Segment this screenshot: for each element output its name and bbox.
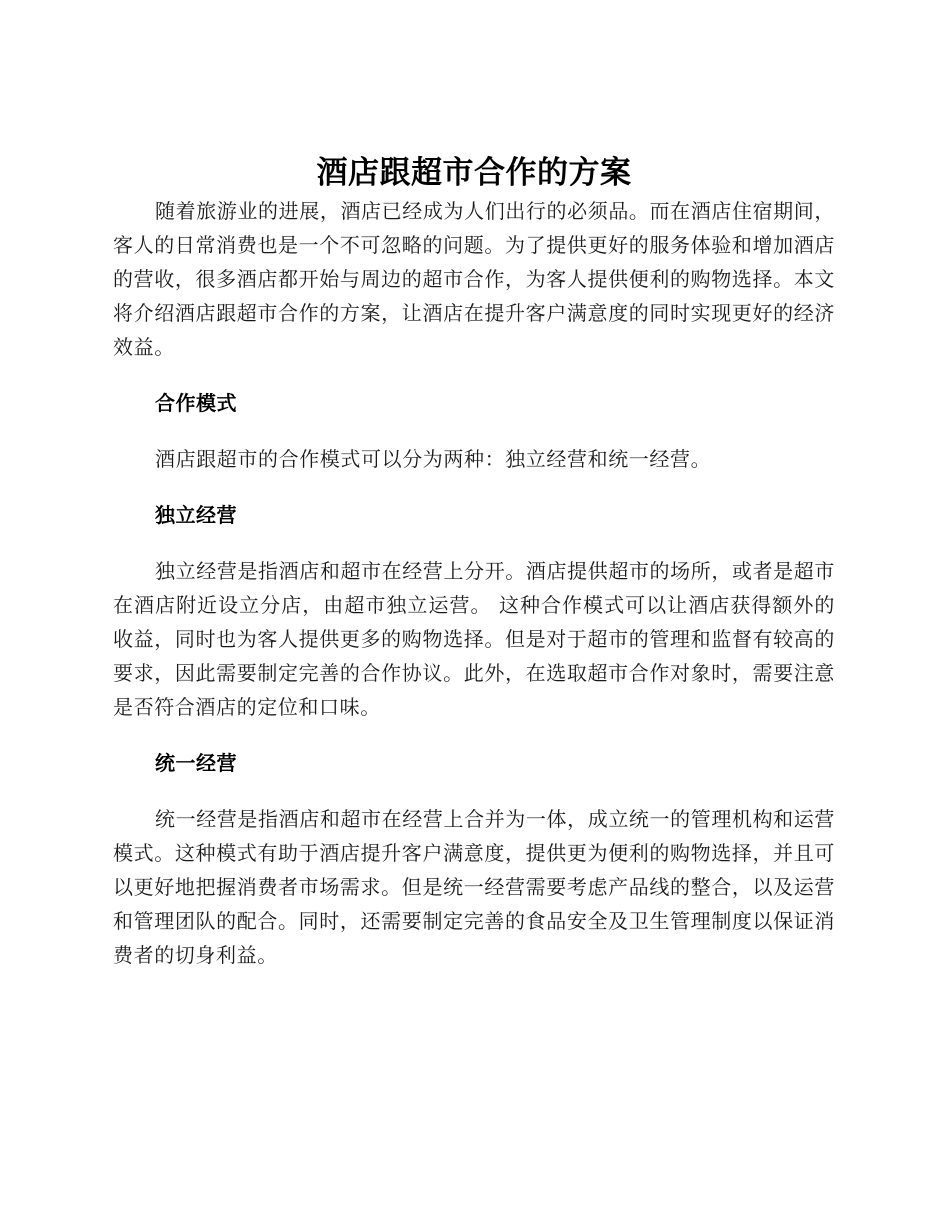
section-body-independent-operation: 独立经营是指酒店和超市在经营上分开。酒店提供超市的场所，或者是超市在酒店附近设立分店，由超市独立运营。 这种合作模式可以让酒店获得额外的收益，同时也为客人提供更多的购物选择。但是对于超市的管理和监督有较高的要求，因此需要制定完善的合作协议。此外，在选取超市合作对象时，需要注意是否符合酒店的定位和口味。 [113,559,835,719]
section-body-cooperation-mode: 酒店跟超市的合作模式可以分为两种：独立经营和统一经营。 [155,447,712,471]
section-heading-cooperation-mode: 合作模式 [155,391,237,415]
section-gap [113,420,835,442]
section-gap [113,364,835,386]
section-gap [113,724,835,746]
section-gap [113,780,835,802]
document-body [113,150,835,972]
section-heading-independent-operation: 独立经营 [155,503,237,527]
intro-paragraph: 随着旅游业的进展，酒店已经成为人们出行的必须品。而在酒店住宿期间，客人的日常消费也是一个不可忽略的问题。为了提供更好的服务体验和增加酒店的营收，很多酒店都开始与周边的超市合作，为客人提供便利的购物选择。本文将介绍酒店跟超市合作的方案，让酒店在提升客户满意度的同时实现更好的经济效益。 [113,199,835,359]
section-heading-unified-operation: 统一经营 [155,751,237,775]
section-gap [113,476,835,498]
section-body-unified-operation: 统一经营是指酒店和超市在经营上合并为一体，成立统一的管理机构和运营模式。这种模式有助于酒店提升客户满意度，提供更为便利的购物选择，并且可以更好地把握消费者市场需求。但是统一经营需要考虑产品线的整合，以及运营和管理团队的配合。同时，还需要制定完善的食品安全及卫生管理制度以保证消费者的切身利益。 [113,807,835,967]
document-title: 酒店跟超市合作的方案 [316,155,632,191]
section-gap [113,532,835,554]
